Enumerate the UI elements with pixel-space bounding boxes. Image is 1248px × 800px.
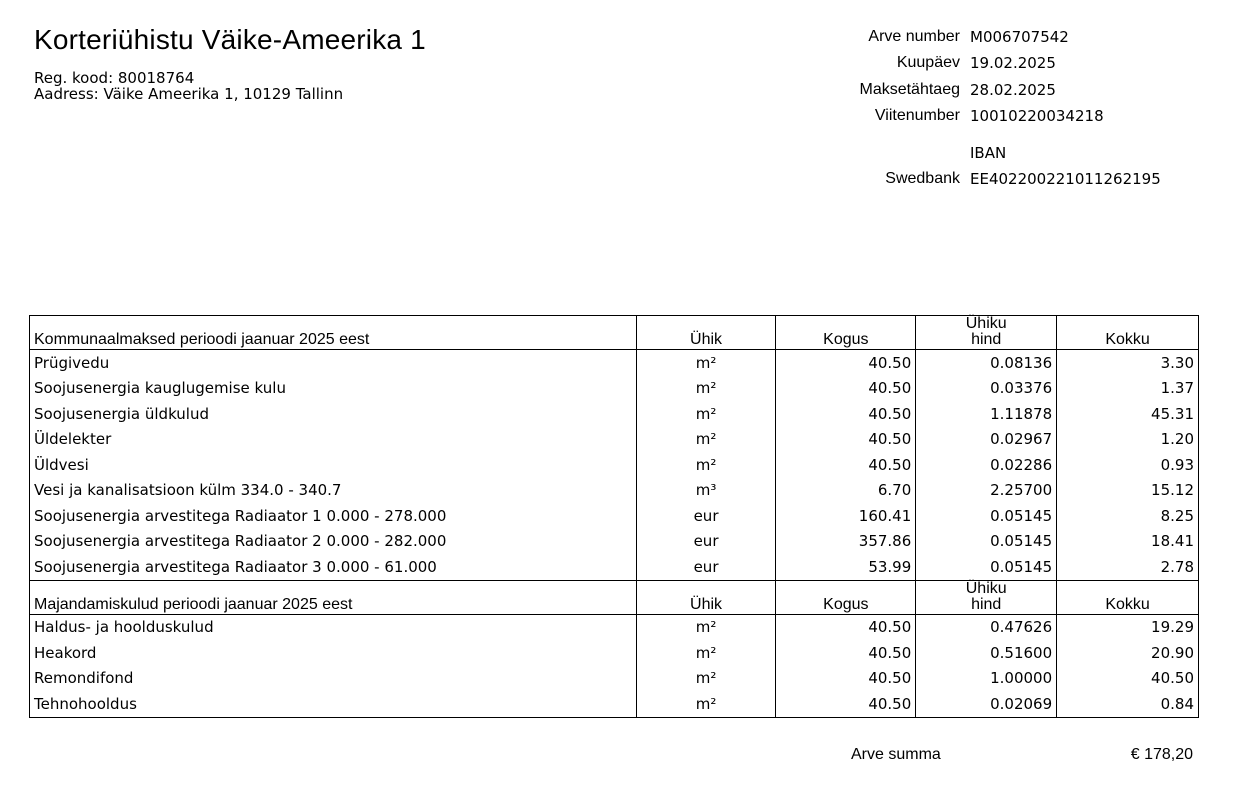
company-address: Aadress: Väike Ameerika 1, 10129 Tallinn [34,85,344,103]
price-header [916,580,1057,614]
item-price: 1.00000 [916,666,1057,692]
item-total: 45.31 [1057,401,1199,427]
invoice-total-label: Arve summa [851,746,941,763]
section-rows [30,614,1199,717]
item-price: 0.02286 [916,452,1057,478]
item-unit: m² [636,666,776,692]
qty-header: Kogus [776,580,916,614]
total-header: Kokku [1057,580,1199,614]
table-row [30,666,1199,692]
table-row [30,614,1199,640]
price-header-line1: Ühiku [965,315,1007,332]
item-total: 20.90 [1057,640,1199,666]
bank-label: Swedbank [885,170,960,187]
invoice-table [29,315,1199,718]
table-row [30,401,1199,427]
item-price: 0.05145 [916,529,1057,555]
item-price: 0.02069 [916,691,1057,717]
item-name: Vesi ja kanalisatsioon külm 334.0 - 340.7 [30,478,637,504]
item-unit: m² [636,376,776,402]
item-name: Soojusenergia arvestitega Radiaator 3 0.000 - 61.000 [30,554,637,580]
item-price: 2.25700 [916,478,1057,504]
item-unit: m² [636,427,776,453]
due-date: 28.02.2025 [970,81,1056,99]
item-unit: eur [636,554,776,580]
item-price: 1.11878 [916,401,1057,427]
item-unit: m² [636,350,776,376]
item-price: 0.51600 [916,640,1057,666]
table-row [30,478,1199,504]
item-qty: 40.50 [776,427,916,453]
table-row [30,452,1199,478]
item-name: Heakord [30,640,637,666]
iban-header: IBAN [970,144,1007,162]
item-price: 0.05145 [916,503,1057,529]
item-name: Prügivedu [30,350,637,376]
item-qty: 40.50 [776,376,916,402]
item-price: 0.08136 [916,350,1057,376]
item-unit: eur [636,529,776,555]
item-name: Soojusenergia üldkulud [30,401,637,427]
qty-header: Kogus [776,316,916,350]
item-unit: m² [636,691,776,717]
item-name: Üldvesi [30,452,637,478]
item-total: 3.30 [1057,350,1199,376]
item-qty: 40.50 [776,401,916,427]
item-name: Haldus- ja hoolduskulud [30,614,637,640]
table-row [30,350,1199,376]
company-name: Korteriühistu Väike-Ameerika 1 [34,24,426,55]
table-row [30,376,1199,402]
price-header-line1: Ühiku [965,579,1007,597]
item-price: 0.05145 [916,554,1057,580]
invoice-total: € 178,20 [1130,746,1193,763]
price-header-line2: hind [971,331,1002,348]
table-row [30,691,1199,717]
item-total: 0.93 [1057,452,1199,478]
reference-label: Viitenumber [874,107,960,124]
item-total: 2.78 [1057,554,1199,580]
item-name: Soojusenergia arvestitega Radiaator 1 0.000 - 278.000 [30,503,637,529]
section-header [30,316,1199,350]
item-qty: 40.50 [776,350,916,376]
item-qty: 53.99 [776,554,916,580]
table-row [30,554,1199,580]
item-price: 0.02967 [916,427,1057,453]
reg-code: Reg. kood: 80018764 [34,69,195,87]
section-rows [30,350,1199,581]
due-date-label: Maksetähtaeg [859,81,960,98]
item-qty: 357.86 [776,529,916,555]
item-qty: 160.41 [776,503,916,529]
table-row [30,529,1199,555]
item-name: Tehnohooldus [30,691,637,717]
item-total: 8.25 [1057,503,1199,529]
section-title: Majandamiskulud perioodi jaanuar 2025 eest [30,580,637,614]
item-unit: m² [636,640,776,666]
item-qty: 40.50 [776,614,916,640]
company-info [34,70,343,102]
item-total: 15.12 [1057,478,1199,504]
item-qty: 40.50 [776,452,916,478]
item-qty: 40.50 [776,691,916,717]
total-header: Kokku [1057,316,1199,350]
item-name: Soojusenergia arvestitega Radiaator 2 0.000 - 282.000 [30,529,637,555]
table-row [30,427,1199,453]
item-total: 1.20 [1057,427,1199,453]
invoice-date-label: Kuupäev [896,54,960,71]
table-row [30,640,1199,666]
item-price: 0.03376 [916,376,1057,402]
item-name: Soojusenergia kauglugemise kulu [30,376,637,402]
item-qty: 40.50 [776,666,916,692]
invoice-number: M006707542 [970,28,1069,46]
section-title: Kommunaalmaksed perioodi jaanuar 2025 eest [30,316,637,350]
table-row [30,503,1199,529]
item-unit: m² [636,401,776,427]
invoice-date: 19.02.2025 [970,54,1056,72]
iban-number: EE402200221011262195 [970,170,1161,188]
item-unit: eur [636,503,776,529]
item-unit: m³ [636,478,776,504]
price-header [916,316,1057,350]
item-unit: m² [636,614,776,640]
unit-header: Ühik [636,580,776,614]
item-total: 0.84 [1057,691,1199,717]
item-unit: m² [636,452,776,478]
price-header-line2: hind [971,595,1002,613]
item-qty: 40.50 [776,640,916,666]
item-price: 0.47626 [916,614,1057,640]
item-name: Üldelekter [30,427,637,453]
unit-header: Ühik [636,316,776,350]
item-name: Remondifond [30,666,637,692]
item-total: 19.29 [1057,614,1199,640]
item-qty: 6.70 [776,478,916,504]
item-total: 40.50 [1057,666,1199,692]
item-total: 18.41 [1057,529,1199,555]
reference-number: 10010220034218 [970,107,1104,125]
invoice-number-label: Arve number [868,28,960,45]
item-total: 1.37 [1057,376,1199,402]
section-header [30,580,1199,614]
